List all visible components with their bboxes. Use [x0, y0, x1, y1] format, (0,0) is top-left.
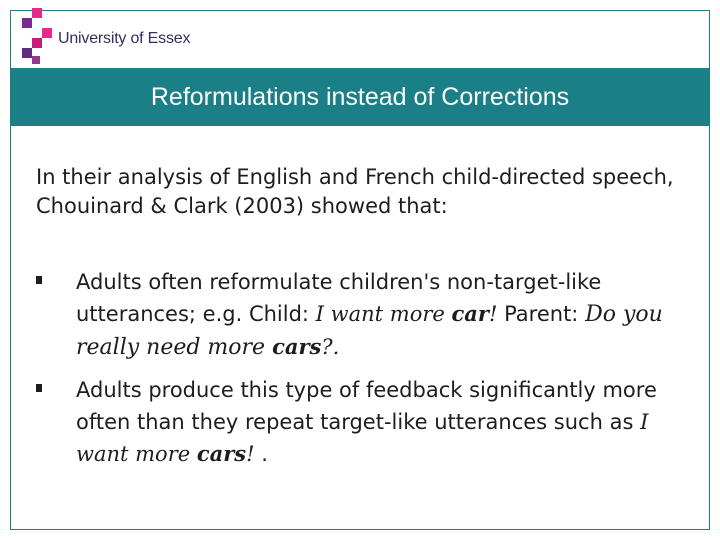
- bullet-item-reformulate: [36, 266, 676, 364]
- university-logo-text: University of Essex: [58, 30, 191, 47]
- bullet-text: Adults produce this type of feedback significantly more often than they repeat target-like utterances such as I want more cars! .: [76, 378, 657, 466]
- title-bar: [10, 68, 710, 126]
- bullet-marker-icon: [36, 384, 42, 392]
- slide-title: Reformulations instead of Corrections: [150, 82, 570, 111]
- bullet-item-feedback: [36, 374, 676, 470]
- bullet-marker-icon: [36, 276, 42, 284]
- intro-text: In their analysis of English and French child-directed speech, Chouinard & Clark (2003) showed that:: [36, 165, 674, 218]
- bullet-text: Adults often reformulate children's non-target-like utterances; e.g. Child: I want more car! Parent: Do you really need more cars?.: [76, 270, 663, 360]
- university-logo-icon: [22, 8, 52, 68]
